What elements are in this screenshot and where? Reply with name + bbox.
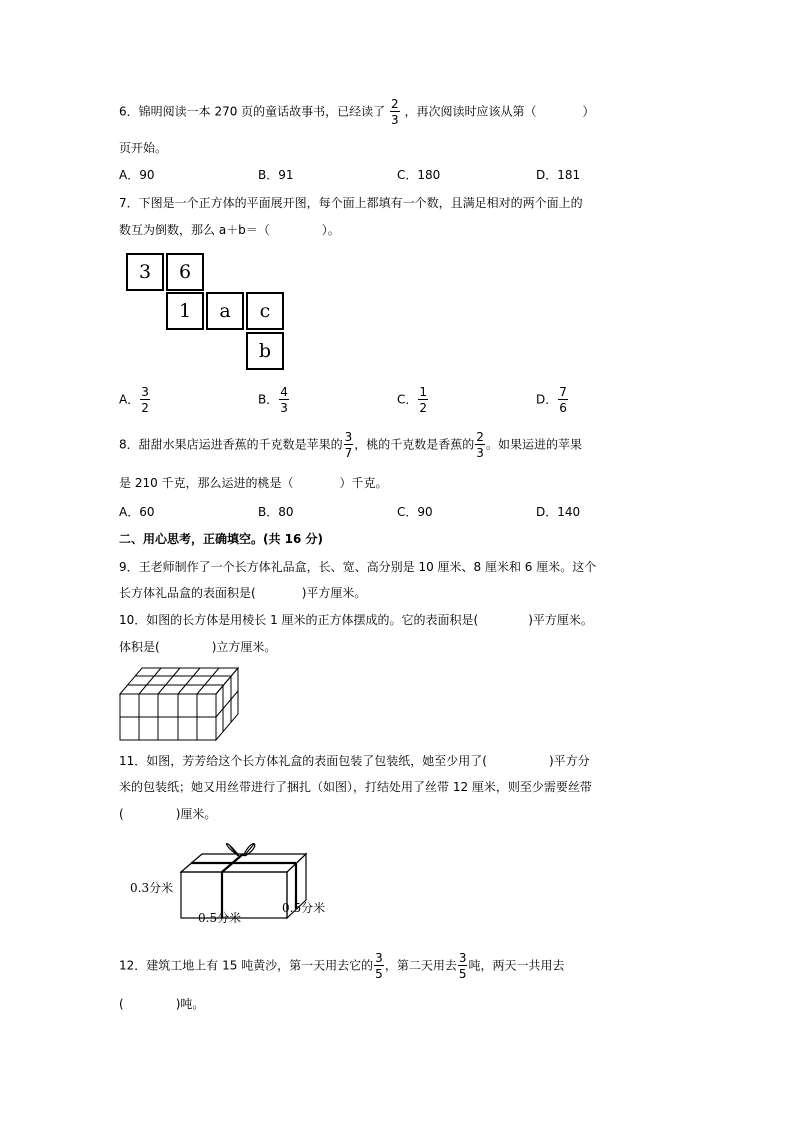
frac-denominator: 5 — [458, 967, 467, 981]
q12-text-a: 12．建筑工地上有 15 吨黄沙，第一天用去它的 — [119, 958, 374, 973]
frac-numerator: 7 — [559, 385, 567, 399]
frac-denominator: 7 — [344, 446, 353, 460]
q11-line1 — [119, 752, 590, 769]
q11-text-a: 11．如图，芳芳给这个长方体礼盒的表面包装了包装纸，她至少用了( — [119, 754, 487, 768]
frac-numerator: 2 — [476, 430, 484, 444]
q8-text-a: 8．甜甜水果店运进香蕉的千克数是苹果的 — [119, 437, 343, 452]
q7-line2 — [119, 221, 340, 238]
q8-line2 — [119, 474, 388, 491]
q6-option-c[interactable]: C．180 — [397, 168, 441, 182]
q7-option-c[interactable] — [397, 386, 429, 414]
frac-denominator: 3 — [391, 113, 399, 127]
q12-line1 — [119, 952, 564, 980]
frac-denominator: 3 — [476, 446, 484, 460]
q8-option-c[interactable]: C．90 — [397, 505, 433, 519]
frac-numerator: 1 — [419, 385, 428, 399]
q8-option-b[interactable]: B．80 — [258, 505, 294, 519]
q6-option-b[interactable]: B．91 — [258, 168, 294, 182]
option-fraction — [558, 386, 568, 414]
q10-text-d: )立方厘米。 — [211, 640, 277, 654]
q6-option-d[interactable]: D．181 — [536, 168, 581, 182]
frac-denominator: 6 — [559, 401, 567, 415]
q12-text-b: ，第二天用去 — [384, 958, 457, 973]
q6-text-b: ，再次阅读时应该从第（ — [404, 104, 537, 119]
q6-line2: 页开始。 — [119, 141, 168, 155]
q10-text-a: 10．如图的长方体是用棱长 1 厘米的正方体摆成的。它的表面积是( — [119, 613, 479, 627]
q11-line3 — [119, 805, 216, 822]
q7-text-a: 数互为倒数，那么 a＋b＝（ — [119, 223, 270, 237]
q11-line2: 米的包装纸；她又用丝带进行了捆扎（如图），打结处用了丝带 12 厘米，则至少需要丝带 — [119, 780, 592, 794]
q8-fraction-1 — [344, 431, 354, 459]
q10-text-b: )平方厘米。 — [528, 613, 593, 627]
q8-text-c: 。如果运进的苹果 — [485, 437, 582, 452]
net-cell-a: a — [206, 292, 244, 330]
option-fraction — [140, 386, 150, 414]
frac-denominator: 5 — [375, 967, 383, 981]
q12-fraction-2 — [458, 952, 468, 980]
net-cell-3: 3 — [126, 253, 164, 291]
option-fraction — [418, 386, 428, 414]
net-cell-b: b — [246, 332, 284, 370]
dim-label-width: 0.5分米 — [282, 901, 326, 915]
dim-label-length: 0.5分米 — [198, 911, 242, 925]
option-label: B． — [258, 392, 279, 407]
q8-option-d[interactable]: D．140 — [536, 505, 581, 519]
q6-text-c: ） — [582, 104, 595, 119]
q12-text-e: )吨。 — [175, 997, 205, 1011]
q6-option-a[interactable]: A．90 — [119, 168, 155, 182]
option-label: A． — [119, 392, 140, 407]
frac-numerator: 3 — [458, 951, 467, 965]
q12-text-c: 吨，两天一共用去 — [468, 958, 565, 973]
q11-text-d: )厘米。 — [175, 807, 217, 821]
net-cell-6: 6 — [166, 253, 204, 291]
frac-denominator: 3 — [280, 401, 288, 415]
q12-fraction-1 — [374, 952, 384, 980]
frac-numerator: 3 — [141, 385, 149, 399]
q9-text-b: )平方厘米。 — [301, 586, 367, 600]
q8-option-a[interactable]: A．60 — [119, 505, 155, 519]
q8-line1 — [119, 431, 582, 459]
dim-label-height: 0.3分米 — [130, 881, 174, 895]
q9-text-a: 长方体礼品盒的表面积是( — [119, 586, 256, 600]
q9-line2 — [119, 584, 366, 601]
q12-text-d: ( — [119, 997, 124, 1011]
q6-fraction — [390, 98, 400, 126]
q6-text-a: 6．锦明阅读一本 270 页的童话故事书，已经读了 — [119, 104, 386, 119]
frac-denominator: 2 — [141, 401, 149, 415]
frac-numerator: 4 — [280, 385, 288, 399]
frac-numerator: 3 — [344, 430, 353, 444]
frac-numerator: 2 — [391, 97, 399, 111]
q11-text-b: )平方分 — [548, 754, 590, 768]
q7-line1: 7．下图是一个正方体的平面展开图，每个面上都填有一个数，且满足相对的两个面上的 — [119, 196, 583, 210]
q10-line2 — [119, 638, 276, 655]
q8-fraction-2 — [475, 431, 485, 459]
q7-option-b[interactable] — [258, 386, 290, 414]
q7-option-d[interactable] — [536, 386, 569, 414]
frac-denominator: 2 — [419, 401, 428, 415]
section-heading: 二、用心思考，正确填空。(共 16 分) — [119, 532, 324, 546]
q12-line2 — [119, 995, 204, 1012]
q7-text-b: ）。 — [321, 223, 340, 237]
net-cell-c: c — [246, 292, 284, 330]
q6-line1 — [119, 98, 595, 126]
q10-line1 — [119, 611, 593, 628]
q7-option-a[interactable] — [119, 386, 151, 414]
gift-box-figure — [124, 832, 340, 928]
q8-text-e: ）千克。 — [339, 476, 388, 490]
option-label: D． — [536, 392, 558, 407]
q9-line1: 9．王老师制作了一个长方体礼品盒，长、宽、高分别是 10 厘米、8 厘米和 6 厘米。这个 — [119, 560, 597, 574]
q11-text-c: ( — [119, 807, 124, 821]
option-fraction — [279, 386, 289, 414]
option-label: C． — [397, 392, 418, 407]
q10-text-c: 体积是( — [119, 640, 160, 654]
frac-numerator: 3 — [375, 951, 383, 965]
cuboid-cubes-figure — [118, 664, 242, 744]
q8-text-b: ，桃的千克数是香蕉的 — [354, 437, 475, 452]
net-cell-1: 1 — [166, 292, 204, 330]
q8-text-d: 是 210 千克，那么运进的桃是（ — [119, 476, 294, 490]
